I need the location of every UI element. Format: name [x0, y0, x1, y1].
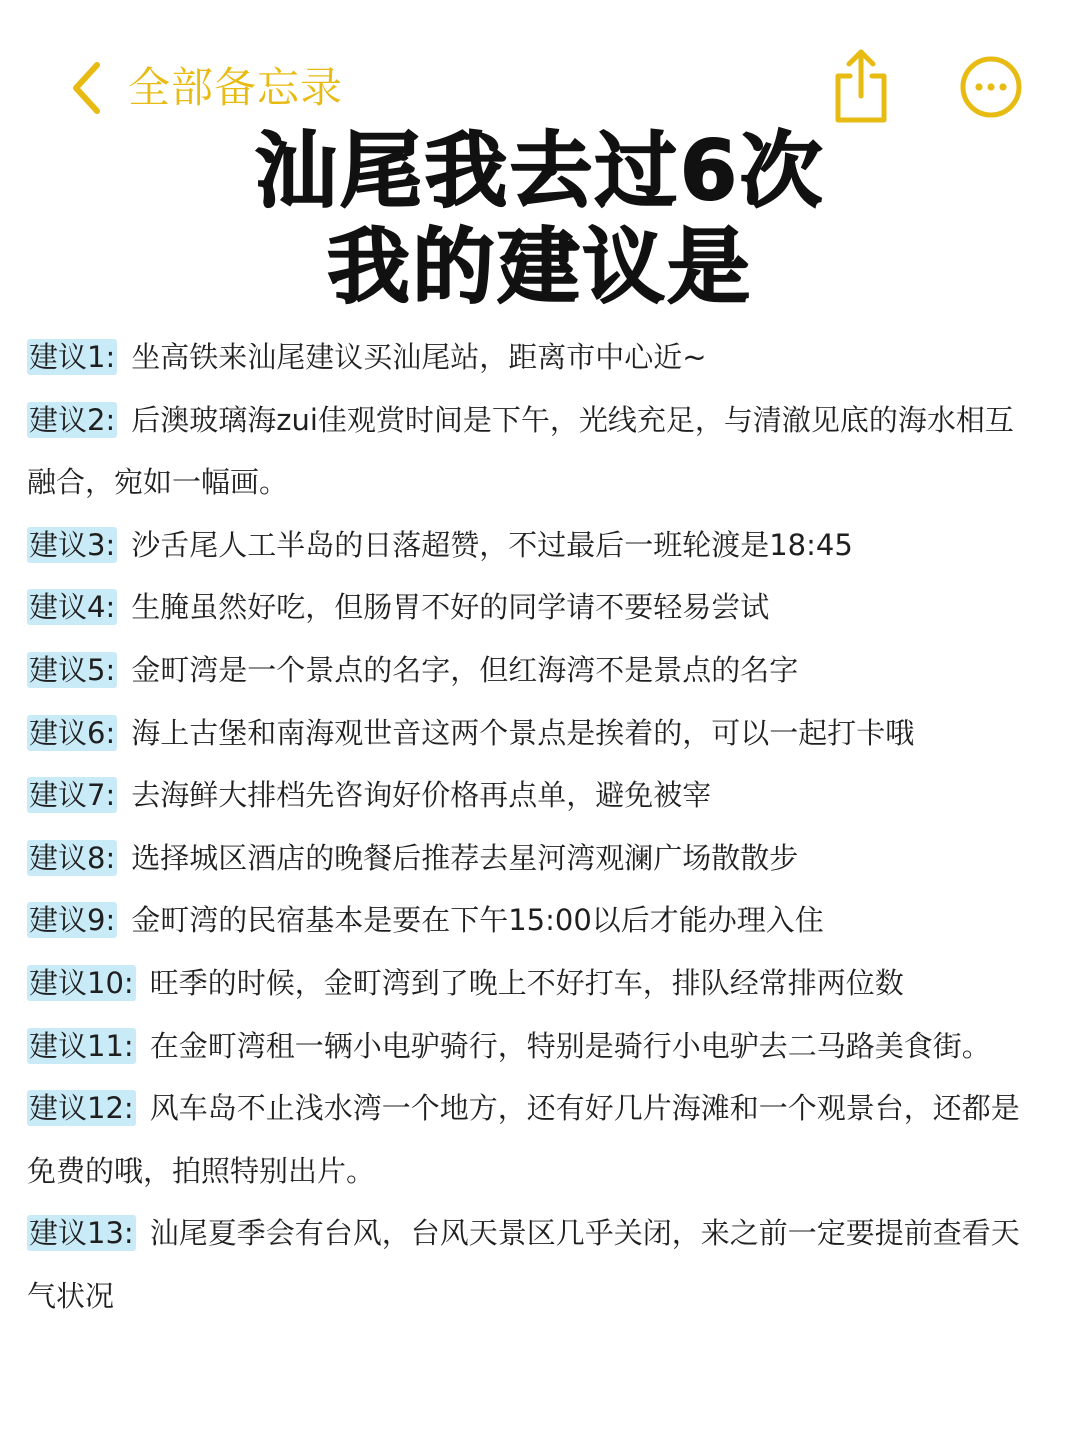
- tip-item: [27, 1015, 1037, 1078]
- tip-label: 建议4:: [29, 590, 116, 625]
- tip-item: [27, 576, 1037, 639]
- tip-label: 建议12:: [29, 1091, 134, 1126]
- tip-label: 建议10:: [29, 965, 134, 1000]
- tip-item: [27, 952, 1037, 1015]
- tip-item: [27, 514, 1037, 577]
- tip-item: [27, 1077, 1037, 1202]
- tip-text: 生腌虽然好吃，但肠胃不好的同学请不要轻易尝试: [131, 590, 770, 625]
- tip-label: 建议2:: [29, 402, 116, 437]
- share-icon[interactable]: [828, 46, 894, 126]
- tip-text: 金町湾是一个景点的名字，但红海湾不是景点的名字: [131, 652, 799, 687]
- tip-text: 海上古堡和南海观世音这两个景点是挨着的，可以一起打卡哦: [131, 715, 915, 750]
- tip-item: [27, 389, 1037, 514]
- tip-item: [27, 827, 1037, 890]
- tip-item: [27, 764, 1037, 827]
- tip-text: 后澳玻璃海zui佳观赏时间是下午，光线充足，与清澈见底的海水相互融合，宛如一幅画。: [27, 402, 1014, 500]
- tip-text: 在金町湾租一辆小电驴骑行，特别是骑行小电驴去二马路美食街。: [149, 1028, 991, 1063]
- tip-text: 坐高铁来汕尾建议买汕尾站，距离市中心近~: [131, 340, 707, 374]
- tip-text: 金町湾的民宿基本是要在下午15:00以后才能办理入住: [131, 903, 824, 938]
- tip-label: 建议11:: [29, 1028, 134, 1063]
- tip-text: 旺季的时候，金町湾到了晚上不好打车，排队经常排两位数: [149, 965, 904, 1000]
- more-icon[interactable]: [958, 54, 1024, 120]
- tip-text: 汕尾夏季会有台风，台风天景区几乎关闭，来之前一定要提前查看天气状况: [27, 1216, 1020, 1313]
- tip-label: 建议13:: [29, 1216, 134, 1251]
- tip-item: [27, 326, 1037, 389]
- chevron-left-icon[interactable]: [70, 61, 102, 115]
- title-line-1: 汕尾我去过6次: [254, 124, 826, 219]
- tip-label: 建议8:: [29, 840, 116, 875]
- tip-text: 风车岛不止浅水湾一个地方，还有好几片海滩和一个观景台，还都是免费的哦，拍照特别出片。: [27, 1091, 1020, 1188]
- tip-item: [27, 889, 1037, 952]
- tip-label: 建议5:: [29, 652, 116, 687]
- tip-item: [27, 702, 1037, 765]
- tip-label: 建议1:: [29, 340, 116, 374]
- back-button[interactable]: [70, 58, 343, 118]
- tip-text: 选择城区酒店的晚餐后推荐去星河湾观澜广场散散步: [131, 840, 799, 875]
- note-title: [0, 124, 1080, 316]
- tips-list: [27, 326, 1037, 1328]
- tip-item: [27, 1202, 1037, 1327]
- tip-text: 去海鲜大排档先咨询好价格再点单，避免被宰: [131, 778, 712, 813]
- tip-label: 建议3:: [29, 527, 116, 562]
- tip-item: [27, 639, 1037, 702]
- tip-label: 建议7:: [29, 778, 116, 813]
- navigation-bar: [0, 40, 1080, 136]
- back-label[interactable]: 全部备忘录: [128, 63, 344, 112]
- tip-label: 建议9:: [29, 903, 116, 938]
- title-line-2: 我的建议是: [327, 220, 753, 315]
- tip-label: 建议6:: [29, 715, 116, 750]
- tip-text: 沙舌尾人工半岛的日落超赞，不过最后一班轮渡是18:45: [131, 527, 853, 562]
